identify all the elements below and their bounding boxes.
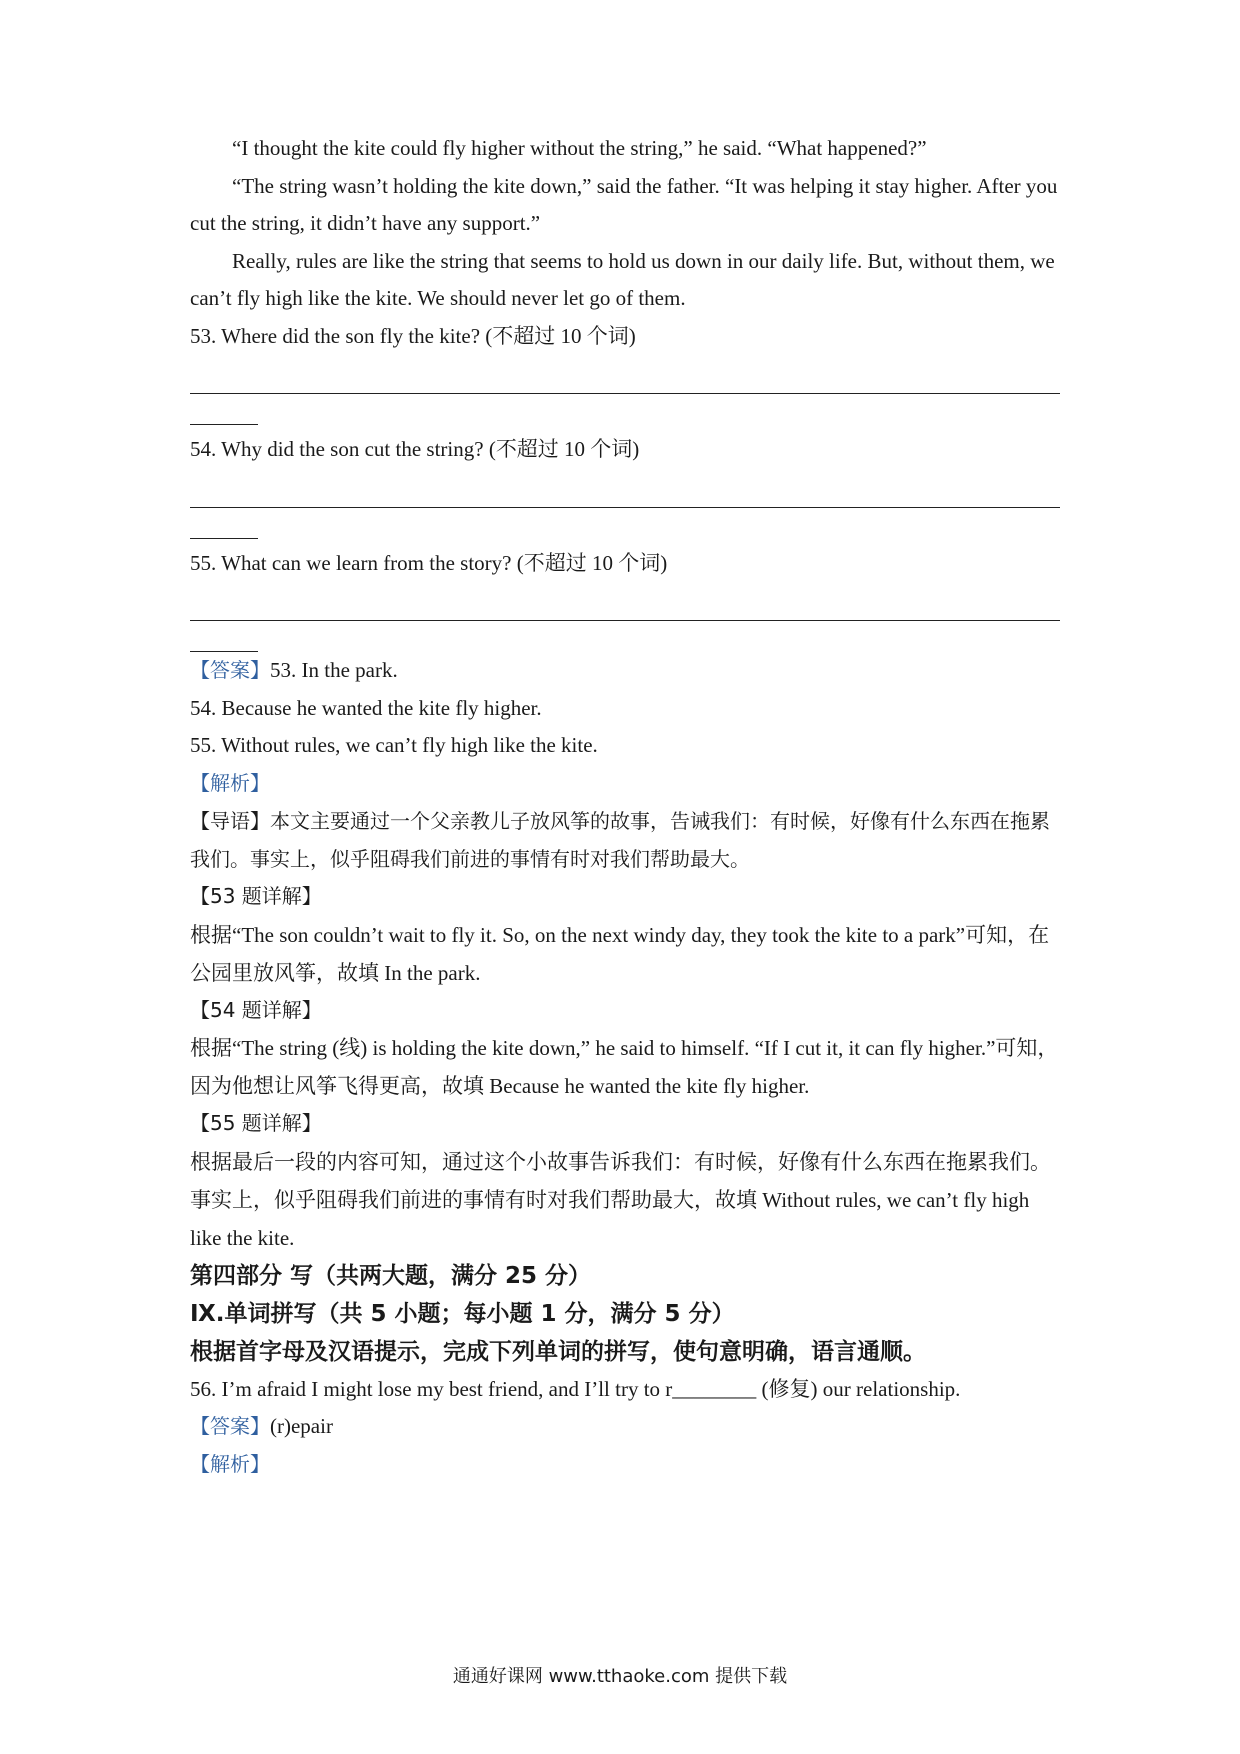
- answer-56: (r)epair: [270, 1414, 333, 1438]
- answer-55: 55. Without rules, we can’t fly high like the kite.: [190, 733, 598, 757]
- answer-56-tag: 【答案】: [190, 1414, 270, 1438]
- detail-55-heading: 【55 题详解】: [190, 1111, 322, 1135]
- analysis-56-tag: 【解析】: [190, 1451, 270, 1476]
- detail-54: 根据“The string (线) is holding the kite down,” he said to himself. “If I cut it, it can fly higher.”可知，因为他想让风筝飞得更高，故填 Because he wanted the kite fly higher.: [190, 1036, 1059, 1098]
- section-9-instruction: 根据首字母及汉语提示，完成下列单词的拼写，使句意明确，语言通顺。: [190, 1338, 926, 1365]
- section-9-title: Ⅸ.单词拼写（共 5 小题；每小题 1 分，满分 5 分）: [190, 1300, 735, 1327]
- answer-line-55[interactable]: [190, 582, 1060, 621]
- answer-tag: 【答案】: [190, 658, 270, 682]
- detail-54-heading: 【54 题详解】: [190, 997, 322, 1022]
- analysis-guide: 【导语】本文主要通过一个父亲教儿子放风筝的故事，告诫我们：有时候，好像有什么东西在拖累我们。事实上，似乎阻碍我们前进的事情有时对我们帮助最大。: [190, 809, 1050, 871]
- question-55: 55. What can we learn from the story? (不超过 10 个词): [190, 550, 668, 575]
- passage-paragraph-3: Really, rules are like the string that seems to hold us down in our daily life. But, without them, we can’t fly high like the kite. We should never let go of them.: [190, 248, 1055, 310]
- detail-53: 根据“The son couldn’t wait to fly it. So, on the next windy day, they took the kite to a park”可知，在公园里放风筝，故填 In the park.: [190, 922, 1050, 985]
- detail-55: 根据最后一段的内容可知，通过这个小故事告诉我们：有时候，好像有什么东西在拖累我们。事实上，似乎阻碍我们前进的事情有时对我们帮助最大，故填 Without rules, we can’t fly high like the kite.: [190, 1149, 1051, 1250]
- question-53: 53. Where did the son fly the kite? (不超过 10 个词): [190, 323, 636, 348]
- page-footer: 通通好课网 www.tthaoke.com 提供下载: [452, 1666, 788, 1687]
- question-56: 56. I’m afraid I might lose my best friend, and I’ll try to r________ (修复) our relationship.: [190, 1376, 961, 1401]
- document-page: [190, 130, 1060, 1483]
- part4-title: 第四部分 写（共两大题，满分 25 分）: [190, 1262, 592, 1289]
- answer-53-line: [190, 652, 1060, 690]
- answer-54: 54. Because he wanted the kite fly higher.: [190, 695, 542, 720]
- answer-line-53[interactable]: [190, 355, 1060, 394]
- answer-56-line: [190, 1408, 1060, 1446]
- analysis-tag: 【解析】: [190, 770, 270, 795]
- answer-line-55-end: [190, 621, 258, 652]
- passage-paragraph-1: “I thought the kite could fly higher without the string,” he said. “What happened?”: [232, 136, 927, 160]
- passage-paragraph-2: “The string wasn’t holding the kite down,” said the father. “It was helping it stay higher. After you cut the string, it didn’t have any support.”: [190, 173, 1058, 235]
- answer-line-54-end: [190, 508, 258, 539]
- detail-53-heading: 【53 题详解】: [190, 884, 322, 908]
- answer-53: 53. In the park.: [270, 658, 398, 682]
- question-54: 54. Why did the son cut the string? (不超过 10 个词): [190, 437, 640, 461]
- answer-line-54[interactable]: [190, 469, 1060, 508]
- answer-line-53-end: [190, 394, 258, 425]
